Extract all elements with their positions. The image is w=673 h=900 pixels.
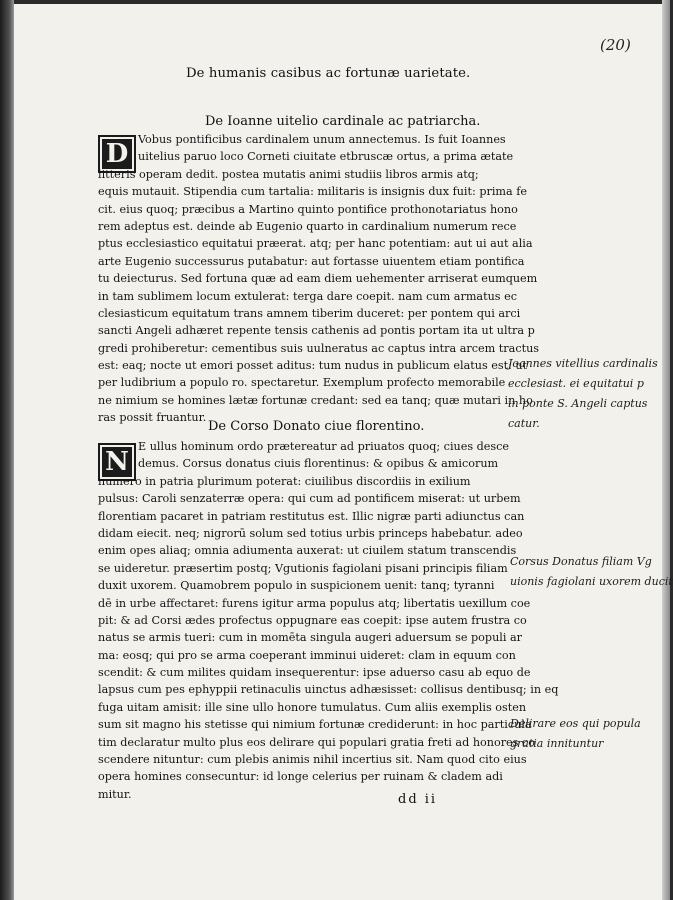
- text-line: duxit uxorem. Quamobrem populo in suspicionem uenit: tanq; tyranni: [98, 579, 495, 593]
- text-line: scendit: & cum milites quidam insequerentur: ipse aduerso casu ab equo de: [98, 666, 531, 680]
- marginal-note-line: Corsus Donatus filiam Vg: [510, 555, 652, 568]
- text-line: sum sit magno his stetisse qui nimium fortunæ crediderunt: in hoc particula: [98, 718, 532, 732]
- signature-mark: dd ii: [398, 792, 438, 807]
- text-line: litteris operam dedit. postea mutatis animi studiis libros armis atq;: [98, 167, 479, 181]
- text-line: E ullus hominum ordo prætereatur ad priuatos quoq; ciues desce: [138, 440, 510, 453]
- marginal-note-line: ecclesiast. ei equitatui p: [508, 377, 644, 390]
- text-line: dē in urbe affectaret: furens igitur arma populus atq; libertatis uexillum coe: [98, 596, 531, 610]
- text-line: pulsus: Caroli senzaterræ opera: qui cum ad pontificem miserat: ut urbem: [98, 492, 521, 506]
- text-line: fuga uitam amisit: ille sine ullo honore tumulatus. Cum aliis exemplis osten: [98, 700, 527, 714]
- text-line: numero in patria plurimum poterat: ciuilibus discordiis in exilium: [98, 474, 471, 488]
- text-line: per ludibrium a populo ro. spectaretur. Exemplum profecto memorabile: [98, 376, 506, 390]
- text-line: didam eiecit. neq; nigrorū solum sed totius urbis princeps habebatur. adeo: [98, 526, 523, 540]
- text-line: demus. Corsus donatus ciuis florentinus: & opibus & amicorum: [138, 457, 499, 471]
- text-line: clesiasticum equitatum trans amnem tiberim duceret: per pontem qui arci: [98, 306, 521, 320]
- marginal-note-line: in ponte S. Angeli captus: [508, 397, 648, 410]
- text-line: gredi prohiberetur: cementibus suis uulneratus ac captus intra arcem tractus: [98, 341, 540, 355]
- marginal-note-donato: [510, 552, 673, 592]
- text-line: uitelius paruo loco Corneti ciuitate etbruscæ ortus, a prima ætate: [138, 150, 514, 164]
- running-head: De humanis casibus ac fortunæ uarietate.: [186, 66, 471, 81]
- folio-number: (20): [600, 36, 631, 54]
- text-line: est: eaq; nocte ut emori posset aditus: tum nudus in publicum elatus est: ut: [98, 359, 528, 373]
- text-line: lapsus cum pes ephyppii retinaculis uinctus adhæsisset: collisus dentibusq; in eq: [98, 683, 559, 697]
- section-heading-vitelius: De Ioanne uitelio cardinale ac patriarcha.: [205, 114, 481, 129]
- decorated-initial-n: N: [98, 443, 136, 481]
- decorated-initial-d: D: [98, 135, 136, 173]
- text-line: tim declaratur multo plus eos delirare qui populari gratia freti ad honores co: [98, 735, 535, 749]
- section-heading-donato: De Corso Donato ciue florentino.: [208, 419, 425, 434]
- text-line: mitur.: [98, 787, 132, 801]
- text-line: equis mutauit. Stipendia cum tartalia: militaris is insignis dux fuit: prima fe: [98, 185, 528, 199]
- text-line: tu deiecturus. Sed fortuna quæ ad eam diem uehementer arriserat eumquem: [98, 272, 538, 286]
- text-line: natus se armis tueri: cum in momēta singula augeri aduersum se populi ar: [98, 631, 522, 645]
- text-line: se uideretur. præsertim postq; Vgutionis fagiolani pisani principis filiam: [98, 561, 508, 575]
- marginal-note-line: uionis fagiolani uxorem ducit: [510, 575, 673, 588]
- text-line: cit. eius quoq; præcibus a Martino quinto pontifice prothonotariatus hono: [98, 202, 518, 216]
- text-line: enim opes aliaq; omnia adiumenta auxerat: ut ciuilem statum transcendis: [98, 544, 517, 558]
- text-line: scendere nituntur: cum plebis animis nihil incertius sit. Nam quod cito eius: [98, 753, 527, 767]
- text-line: florentiam pacaret in patriam restitutus est. Illic nigræ parti adiunctus can: [98, 509, 525, 523]
- marginal-note-line: Delirare eos qui popula: [510, 717, 641, 730]
- text-line: sancti Angeli adhæret repente tensis cathenis ad pontis portam ita ut ultra p: [98, 324, 535, 338]
- text-line: pit: & ad Corsi ædes profectus oppugnare eas coepit: ipse autem frustra co: [98, 613, 527, 627]
- text-line: Vobus pontificibus cardinalem unum annectemus. Is fuit Ioannes: [138, 133, 506, 146]
- text-line: ras possit fruantur.: [98, 411, 207, 425]
- marginal-note-line: gratia innituntur: [510, 737, 604, 750]
- text-line: rem adeptus est. deinde ab Eugenio quarto in cardinalium numerum rece: [98, 219, 517, 233]
- text-line: ne nimium se homines lætæ fortunæ credant: sed ea tanq; quæ mutari in ho: [98, 393, 533, 407]
- text-line: ma: eosq; qui pro se arma coeperant imminui uideret: clam in equum con: [98, 648, 516, 662]
- text-line: arte Eugenio successurus putabatur: aut fortasse uiuentem etiam pontifica: [98, 254, 525, 268]
- page-edge: [662, 0, 670, 900]
- marginal-note-line: Joannes vitellius cardinalis: [508, 357, 658, 370]
- marginal-note-delirare: [510, 714, 641, 754]
- text-line: ptus ecclesiastico equitatui præerat. atq; per hanc potentiam: aut ui aut alia: [98, 237, 533, 251]
- text-line: opera homines consecuntur: id longe celerius per ruinam & cladem adi: [98, 770, 503, 784]
- marginal-note-line: catur.: [508, 417, 540, 430]
- marginal-note-vitelius: [508, 354, 658, 434]
- text-line: in tam sublimem locum extulerat: terga dare coepit. nam cum armatus ec: [98, 289, 517, 303]
- book-gutter: [0, 0, 14, 900]
